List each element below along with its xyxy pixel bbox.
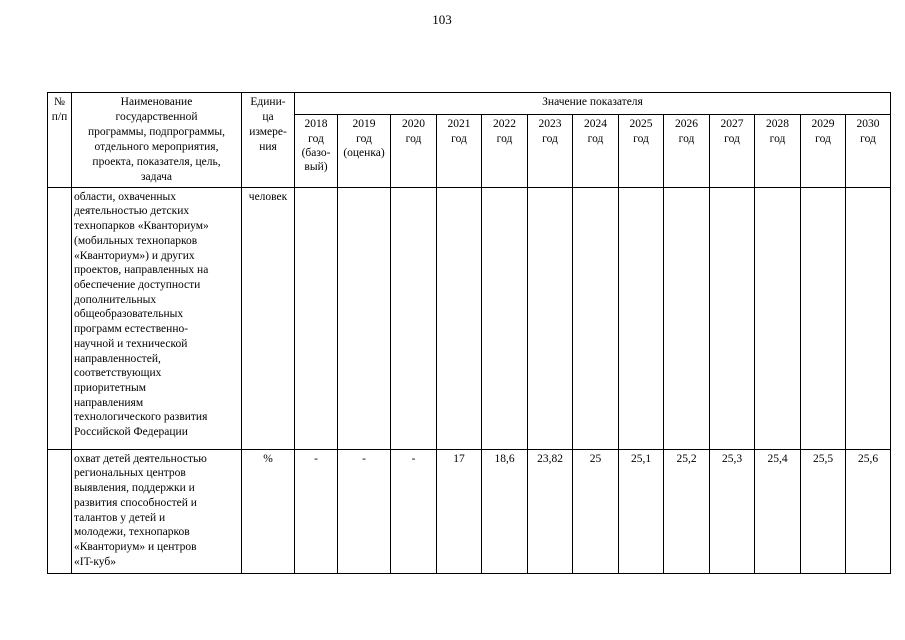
header-year: 2019 год (оценка) bbox=[338, 115, 391, 187]
value-cell bbox=[437, 187, 482, 449]
header-year: 2029 год bbox=[801, 115, 846, 187]
indicator-unit: человек bbox=[242, 187, 295, 449]
indicator-name: охват детей деятельностью региональных центров выявления, поддержки и развития способностей и талантов у детей и молодежи, технопарков «Кванториум» и центров «IT-куб» bbox=[72, 449, 242, 573]
header-year: 2030 год bbox=[846, 115, 891, 187]
header-unit: Едини- ца измере- ния bbox=[242, 93, 295, 188]
value-cell bbox=[846, 187, 891, 449]
header-values-group: Значение показателя bbox=[295, 93, 891, 115]
value-cell bbox=[801, 187, 846, 449]
indicator-unit: % bbox=[242, 449, 295, 573]
row-number bbox=[48, 187, 72, 449]
header-year: 2021 год bbox=[437, 115, 482, 187]
value-cell bbox=[619, 187, 664, 449]
value-cell bbox=[710, 187, 755, 449]
header-year: 2022 год bbox=[482, 115, 528, 187]
header-year: 2023 год bbox=[528, 115, 573, 187]
value-cell: 25 bbox=[573, 449, 619, 573]
value-cell bbox=[528, 187, 573, 449]
value-cell: 25,2 bbox=[664, 449, 710, 573]
row-number bbox=[48, 449, 72, 573]
header-year: 2024 год bbox=[573, 115, 619, 187]
value-cell: - bbox=[391, 449, 437, 573]
value-cell: 25,1 bbox=[619, 449, 664, 573]
value-cell: 17 bbox=[437, 449, 482, 573]
value-cell: 25,4 bbox=[755, 449, 801, 573]
header-year: 2025 год bbox=[619, 115, 664, 187]
header-year: 2020 год bbox=[391, 115, 437, 187]
header-number: № п/п bbox=[48, 93, 72, 188]
value-cell: 23,82 bbox=[528, 449, 573, 573]
value-cell bbox=[391, 187, 437, 449]
indicator-table bbox=[47, 92, 891, 574]
value-cell: 25,6 bbox=[846, 449, 891, 573]
value-cell bbox=[482, 187, 528, 449]
header-year: 2028 год bbox=[755, 115, 801, 187]
page-number: 103 bbox=[432, 12, 452, 27]
value-cell bbox=[573, 187, 619, 449]
value-cell bbox=[755, 187, 801, 449]
value-cell bbox=[338, 187, 391, 449]
value-cell: 25,3 bbox=[710, 449, 755, 573]
value-cell: 18,6 bbox=[482, 449, 528, 573]
header-year: 2027 год bbox=[710, 115, 755, 187]
table-row bbox=[48, 187, 891, 449]
value-cell: 25,5 bbox=[801, 449, 846, 573]
value-cell: - bbox=[338, 449, 391, 573]
value-cell: - bbox=[295, 449, 338, 573]
header-year: 2026 год bbox=[664, 115, 710, 187]
value-cell bbox=[295, 187, 338, 449]
indicator-name: области, охваченных деятельностью детских технопарков «Кванториум» (мобильных технопарков «Кванториум») и других проектов, направленных на обеспечение доступности дополнительных общеобразовательных программ естественно- научной и технической направленностей, соответствующих приоритетным направлениям технологического развития Российской Федерации bbox=[72, 187, 242, 449]
table-row bbox=[48, 449, 891, 573]
header-name: Наименование государственной программы, подпрограммы, отдельного мероприятия, проекта, показателя, цель, задача bbox=[72, 93, 242, 188]
value-cell bbox=[664, 187, 710, 449]
header-year: 2018 год (базо- вый) bbox=[295, 115, 338, 187]
